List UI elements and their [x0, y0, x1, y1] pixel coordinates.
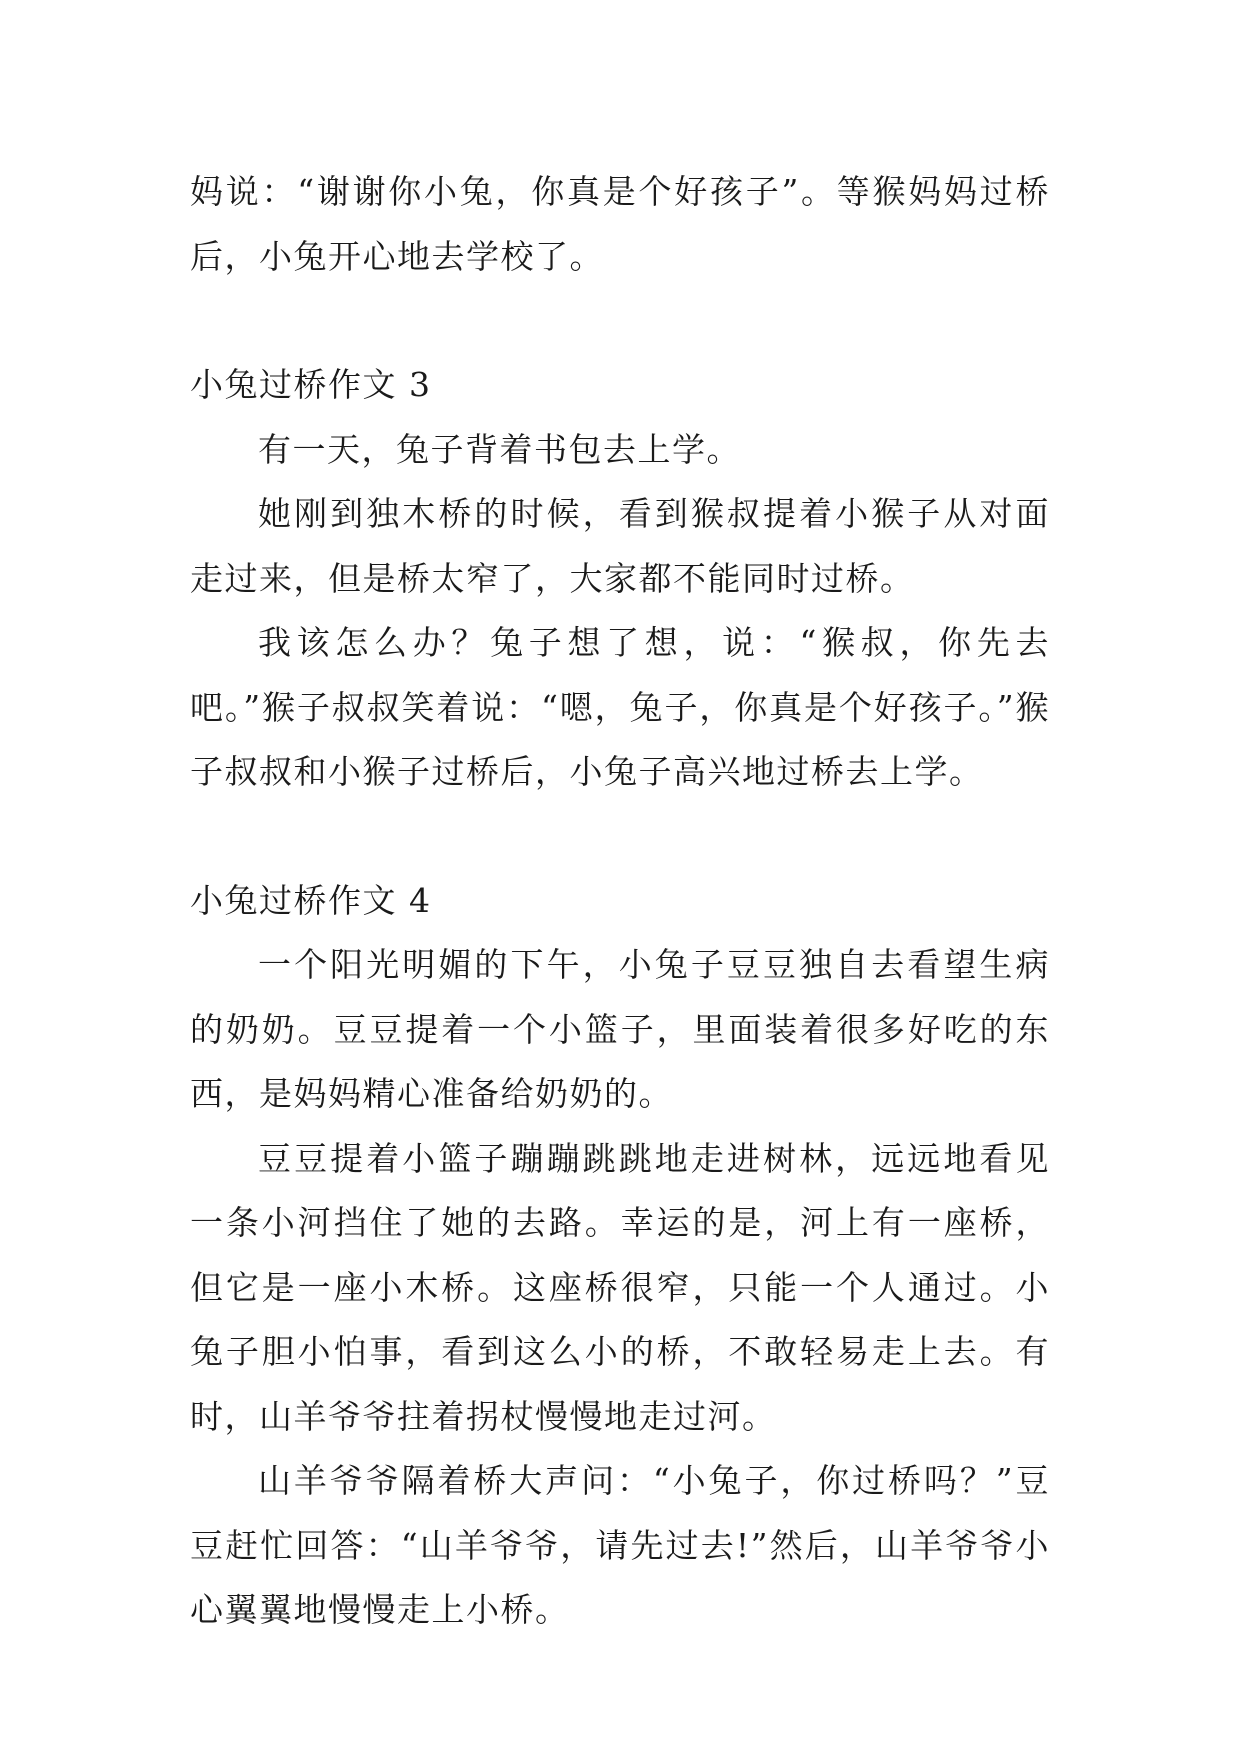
- paragraph: 我该怎么办？兔子想了想，说：“猴叔，你先去吧。”猴子叔叔笑着说：“嗯，兔子，你真是个好孩子。”猴子叔叔和小猴子过桥后，小兔子高兴地过桥去上学。: [190, 623, 1050, 791]
- paragraph: 一个阳光明媚的下午，小兔子豆豆独自去看望生病的奶奶。豆豆提着一个小篮子，里面装着很多好吃的东西，是妈妈精心准备给奶奶的。: [190, 945, 1050, 1113]
- paragraph: 豆豆提着小篮子蹦蹦跳跳地走进树林，远远地看见一条小河挡住了她的去路。幸运的是，河上有一座桥，但它是一座小木桥。这座桥很窄，只能一个人通过。小兔子胆小怕事，看到这么小的桥，不敢轻易走上去。有时，山羊爷爷拄着拐杖慢慢地走过河。: [190, 1138, 1050, 1436]
- paragraph: 有一天，兔子背着书包去上学。: [258, 429, 741, 469]
- continued-paragraph: 妈说：“谢谢你小兔，你真是个好孩子”。等猴妈妈过桥后，小兔开心地去学校了。: [190, 172, 1050, 276]
- section-spacer: [190, 289, 1050, 353]
- paragraph: 她刚到独木桥的时候，看到猴叔提着小猴子从对面走过来，但是桥太窄了，大家都不能同时过桥。: [190, 494, 1050, 598]
- document-page: [190, 160, 1050, 1643]
- paragraph: 山羊爷爷隔着桥大声问：“小兔子，你过桥吗？”豆豆赶忙回答：“山羊爷爷，请先过去!”然后，山羊爷爷小心翼翼地慢慢走上小桥。: [190, 1461, 1050, 1629]
- section-heading-4: 小兔过桥作文 4: [190, 880, 432, 920]
- section-heading-3: 小兔过桥作文 3: [190, 365, 432, 404]
- section-spacer: [190, 805, 1050, 869]
